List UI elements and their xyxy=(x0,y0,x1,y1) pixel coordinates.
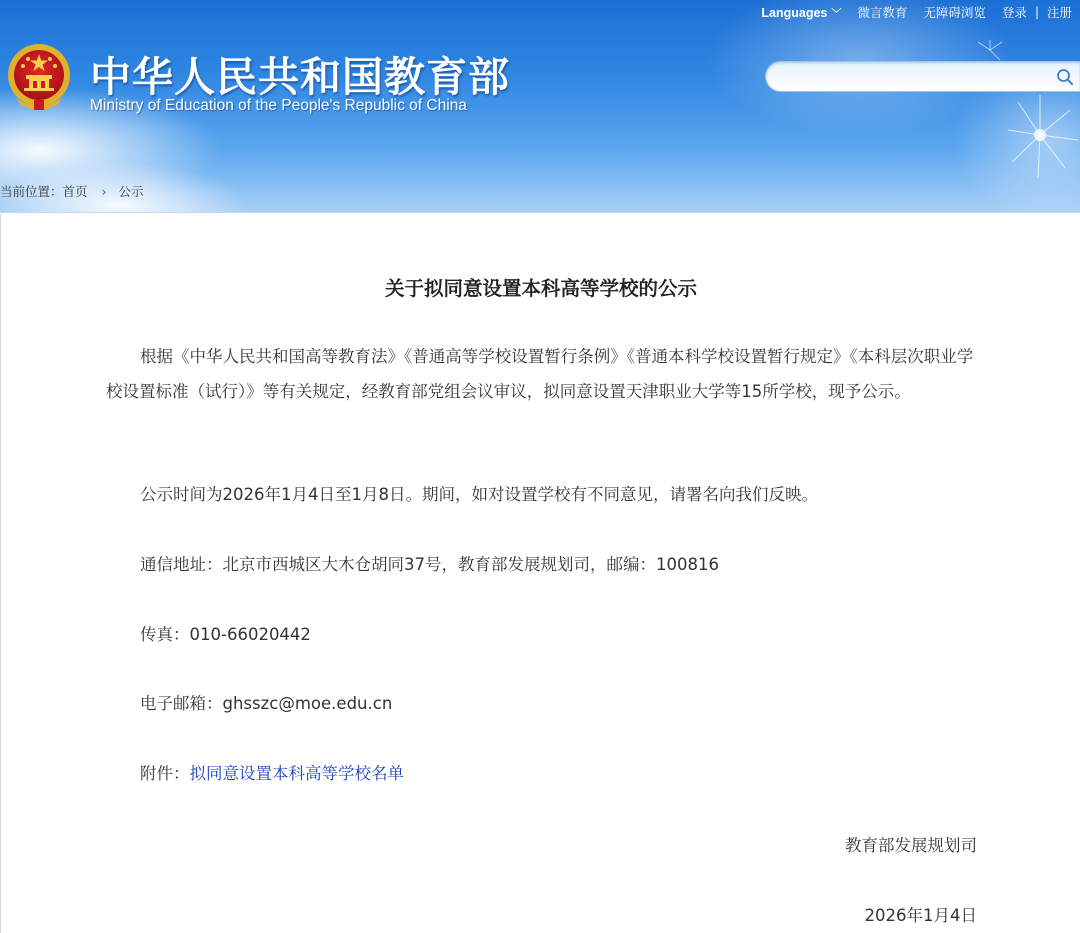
accessibility-link[interactable]: 无障碍浏览 xyxy=(923,5,986,20)
article-signature: 教育部发展规划司 xyxy=(845,836,977,855)
chevron-right-icon: › xyxy=(101,183,107,199)
article-title: 关于拟同意设置本科高等学校的公示 xyxy=(384,277,697,300)
attachment-row xyxy=(140,763,404,785)
article-paragraph-basis: 根据《中华人民共和国高等教育法》《普通高等学校设置暂行条例》《普通本科学校设置暂行规定》《本科层次职业学校设置标准（试行）》等有关规定，经教育部党组会议审议，拟同意设置天津职业大学等15所学校，现予公示。 xyxy=(106,347,974,401)
top-utility-links xyxy=(753,2,1080,22)
article-paragraph-period: 公示时间为2026年1月4日至1月8日。期间，如对设置学校有不同意见，请署名向我们反映。 xyxy=(140,485,818,504)
breadcrumb-home-link[interactable]: 首页 xyxy=(62,184,88,199)
site-header xyxy=(0,0,1080,213)
attachment-label: 附件： xyxy=(140,764,190,783)
languages-menu[interactable] xyxy=(753,5,849,20)
link-separator: | xyxy=(1034,5,1039,19)
article-date: 2026年1月4日 xyxy=(864,906,977,925)
contact-address: 通信地址：北京市西城区大木仓胡同37号，教育部发展规划司，邮编：100816 xyxy=(140,555,719,574)
breadcrumb-current[interactable]: 公示 xyxy=(118,184,144,199)
login-link[interactable]: 登录 xyxy=(1001,5,1027,20)
site-subtitle: Ministry of Education of the People's Republic of China xyxy=(90,97,467,114)
national-emblem-icon[interactable] xyxy=(6,42,72,114)
site-title: 中华人民共和国教育部 xyxy=(90,53,510,101)
chevron-down-icon: ﹀ xyxy=(831,8,842,20)
contact-fax: 传真：010-66020442 xyxy=(140,625,311,644)
languages-label: Languages xyxy=(761,5,828,20)
breadcrumb xyxy=(0,182,144,200)
contact-email: 电子邮箱：ghsszc@moe.edu.cn xyxy=(140,694,393,713)
breadcrumb-prefix: 当前位置： xyxy=(0,184,63,199)
search-box xyxy=(765,61,1080,92)
weibo-link[interactable]: 微言教育 xyxy=(857,5,908,20)
register-link[interactable]: 注册 xyxy=(1046,5,1072,20)
article-content xyxy=(0,214,1080,933)
search-icon[interactable] xyxy=(1056,68,1074,86)
search-input[interactable] xyxy=(780,66,1050,88)
attachment-link[interactable]: 拟同意设置本科高等学校名单 xyxy=(189,764,404,783)
